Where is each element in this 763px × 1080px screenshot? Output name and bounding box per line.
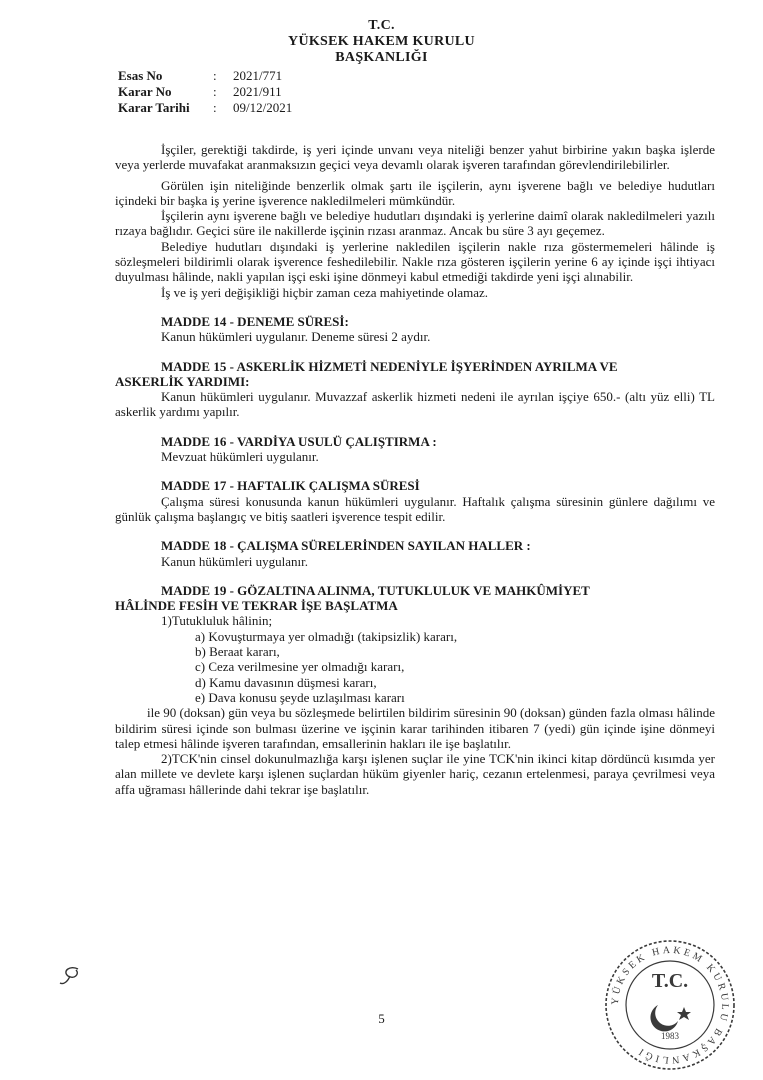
esas-value: 2021/771 — [233, 68, 283, 83]
article-16-title: MADDE 16 - VARDİYA USULÜ ÇALIŞTIRMA : — [161, 433, 437, 449]
paragraph: Belediye hudutları dışındaki iş yerlerine nakledilen işçilerin nakle rıza göstermemeleri hâlinde iş sözleşmeleri bildirimli olarak işverence feshedilebilir. Nakle rıza gösteren işçilerin yerine 6 ay içinde işçi ihtiyacı duyulması hâlinde, nakli yapılan işçi eski işine dönmeyi kabul etmediği takdirde yeni işçi alınabilir. — [115, 238, 715, 285]
official-seal-icon — [600, 935, 740, 1075]
article-15-title-cont: ASKERLİK YARDIMI: — [115, 373, 250, 389]
article-15-body: Kanun hükümleri uygulanır. Muvazzaf askerlik hizmeti nedeni ile ayrılan işçiye 650.- (altı yüz elli) TL askerlik yardımı yapılır. — [115, 389, 715, 420]
article-19-title-cont: HÂLİNDE FESİH VE TEKRAR İŞE BAŞLATMA — [115, 598, 398, 614]
article-18-title: MADDE 18 - ÇALIŞMA SÜRELERİNDEN SAYILAN HALLER : — [161, 538, 531, 554]
article-14-title: MADDE 14 - DENEME SÜRESİ: — [161, 313, 349, 329]
meta-row-karar — [118, 84, 292, 100]
article-16-body: Mevzuat hükümleri uygulanır. — [161, 449, 319, 465]
article-17-body: Çalışma süresi konusunda kanun hükümleri uygulanır. Haftalık çalışma süresinin günlere dağılımı ve günlük çalışma başlangıç ve bitiş saatleri işverence tespit edilir. — [115, 493, 715, 524]
list-item: b) Beraat kararı, — [195, 644, 280, 660]
paragraph: İş ve iş yeri değişikliği hiçbir zaman ceza mahiyetinde olamaz. — [161, 284, 489, 300]
karar-value: 2021/911 — [233, 84, 282, 99]
tarih-value: 09/12/2021 — [233, 100, 293, 115]
signature-mark — [58, 965, 86, 987]
article-19-para-2: 2)TCK'nin cinsel dokunulmazlığa karşı işlenen suçlar ile yine TCK'nin ikinci kitap dördüncü kısımda yer alan millete ve devlete karşı işlenen suçlardan hüküm giyenler hariç, cezanın ertelenmesi, paraya çevrilmesi veya affa uğraması hâllerinde dahi tekrar işe başlatılır. — [115, 751, 715, 797]
article-19-intro: 1)Tutukluluk hâlinin; — [161, 613, 273, 629]
document-body — [115, 142, 715, 797]
page-number: 5 — [378, 1011, 385, 1026]
list-item: a) Kovuşturmaya yer olmadığı (takipsizlik) kararı, — [195, 628, 458, 644]
paragraph: Görülen işin niteliğinde benzerlik olmak şartı ile işçilerin, aynı işverene bağlı ve belediye hudutları içindeki bir başka iş yerine işverence nakledilmeleri mümkündür. — [115, 177, 715, 208]
list-item: c) Ceza verilmesine yer olmadığı kararı, — [195, 659, 405, 675]
karar-label: Karar No — [118, 84, 172, 99]
article-19-list — [115, 629, 715, 705]
paragraph: İşçilerin aynı işverene bağlı ve belediye hudutları dışındaki iş yerlerine daimî olarak nakledilmeleri yazılı rızaya bağlıdır. Geçici süre ile nakillerde işçinin rızası aranmaz. Ancak bu süre 3 ayı geçemez. — [115, 208, 715, 239]
seal-tc-text: T.C. — [651, 970, 689, 992]
meta-row-esas — [118, 68, 292, 84]
article-17-title: MADDE 17 - HAFTALIK ÇALIŞMA SÜRESİ — [161, 478, 420, 494]
article-19-para-1: ile 90 (doksan) gün veya bu sözleşmede belirtilen bildirim süresinin 90 (doksan) günden fazla olması hâlinde bildirim süresi içinde son bulması üzerine ve işçinin karar tarihinden itibaren 7 (yedi) gün içinde işine dönmeyi talep etmesi hâlinde işveren tarafından, emsallerinin hakları ile işe başlatılır. — [115, 705, 715, 751]
header-institution: YÜKSEK HAKEM KURULU — [288, 34, 475, 49]
article-15-title: MADDE 15 - ASKERLİK HİZMETİ NEDENİYLE İŞYERİNDEN AYRILMA VE — [161, 358, 618, 374]
header-tc: T.C. — [368, 18, 395, 33]
seal-year: 1983 — [661, 1031, 679, 1041]
esas-label: Esas No — [118, 68, 163, 83]
document-header — [0, 18, 763, 66]
article-18-body: Kanun hükümleri uygulanır. — [161, 553, 308, 569]
meta-colon: : — [213, 68, 217, 83]
meta-colon: : — [213, 84, 217, 99]
meta-row-tarih — [118, 100, 292, 116]
meta-colon: : — [213, 100, 217, 115]
list-item: e) Dava konusu şeyde uzlaşılması kararı — [195, 689, 405, 705]
list-item: d) Kamu davasının düşmesi kararı, — [195, 674, 377, 690]
article-14-body: Kanun hükümleri uygulanır. Deneme süresi 2 aydır. — [161, 329, 431, 345]
case-meta — [118, 68, 292, 116]
seal-ring-text: YÜKSEK HAKEM KURULU BAŞKANLIĞI — [609, 944, 731, 1066]
paragraph: İşçiler, gerektiği takdirde, iş yeri içinde unvanı veya niteliği benzer yahut birbirine yakın başka işlerde veya yerlerde muvafakat aranmaksızın geçici veya devamlı olarak işveren tarafından görevlendirilebilirler. — [115, 142, 715, 173]
header-presidency: BAŞKANLIĞI — [335, 50, 428, 65]
article-19-title: MADDE 19 - GÖZALTINA ALINMA, TUTUKLULUK VE MAHKÛMİYET — [161, 582, 590, 598]
tarih-label: Karar Tarihi — [118, 100, 190, 115]
